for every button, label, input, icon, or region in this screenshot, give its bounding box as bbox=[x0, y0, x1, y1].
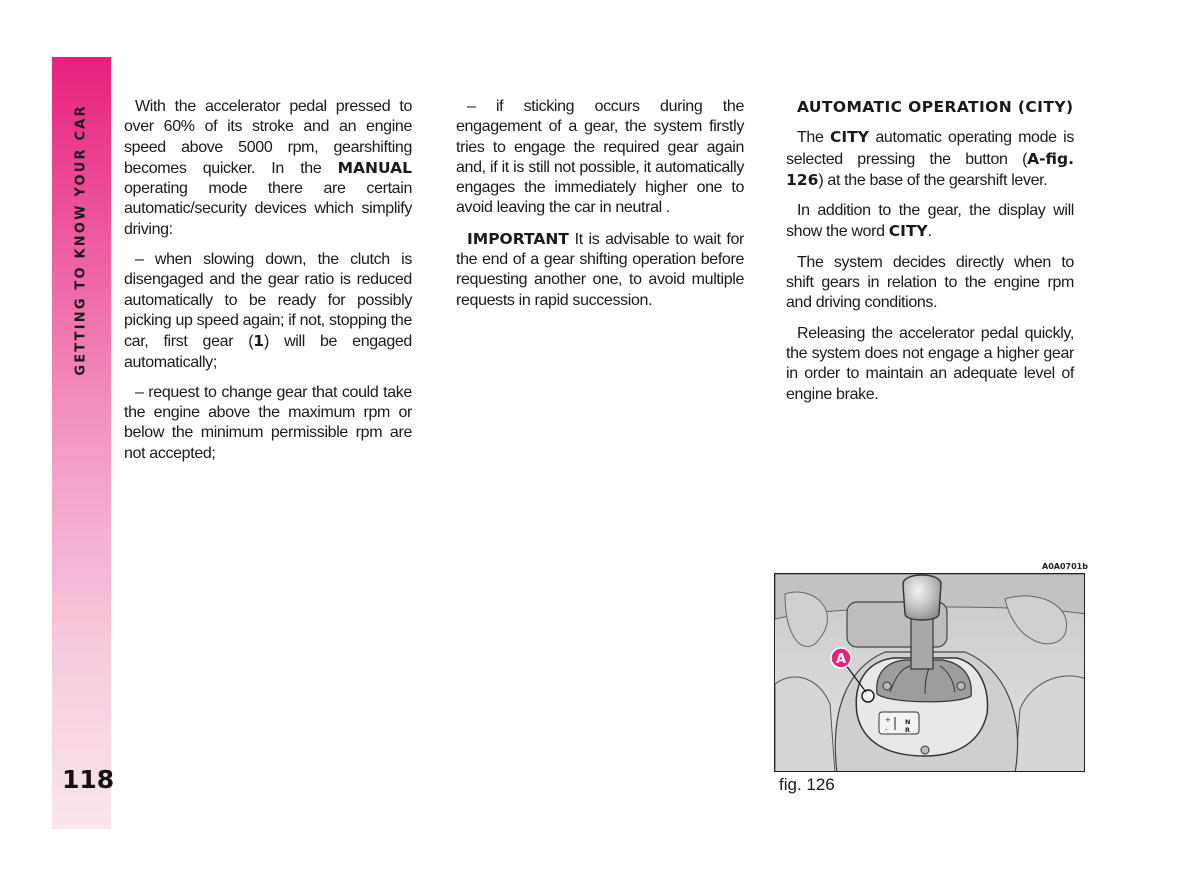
city-button bbox=[862, 690, 874, 702]
paragraph: Releasing the accelerator pedal quickly, the system does not engage a higher gear in order to maintain an adequate level of engine brake. bbox=[786, 324, 1074, 403]
paragraph: With the accelerator pedal pressed to over 60% of its stroke and an engine speed above 5000 rpm, gearshifting becomes quicker. In the MANUAL operating mode there are certain automatic/security devices which simplify driving: bbox=[124, 98, 412, 238]
section-heading: AUTOMATIC OPERATION (CITY) bbox=[797, 98, 1074, 116]
paragraph: – when slowing down, the clutch is disengaged and the gear ratio is reduced automatically to be ready for possibly picking up speed again; if not, stopping the car, first gear (1) will be engaged automatically; bbox=[124, 251, 412, 371]
gearshift-illustration bbox=[775, 574, 1085, 772]
shift-plate-minus: - bbox=[885, 726, 888, 734]
paragraph: IMPORTANT It is advisable to wait for the end of a gear shifting operation before requesting another one, to avoid multiple requests in rapid succession. bbox=[456, 229, 744, 309]
text-column-1 bbox=[124, 97, 412, 474]
page-number: 118 bbox=[62, 765, 115, 794]
gearshift-figure bbox=[774, 573, 1085, 772]
figure-caption: fig. 126 bbox=[779, 775, 835, 794]
text-column-3 bbox=[786, 97, 1074, 415]
paragraph: The CITY automatic operating mode is selected pressing the button (A-fig. 126) at the base of the gearshift lever. bbox=[786, 128, 1074, 189]
section-title: GETTING TO KNOW YOUR CAR bbox=[73, 104, 89, 376]
paragraph: – if sticking occurs during the engagement of a gear, the system firstly tries to engage the required gear again and, if it is still not possible, it automatically engages the immediately higher one to avoid leaving the car in neutral . bbox=[456, 98, 744, 217]
text-column-2 bbox=[456, 97, 744, 321]
paragraph: In addition to the gear, the display will show the word CITY. bbox=[786, 202, 1074, 241]
shift-plate-plus: + bbox=[885, 716, 891, 724]
callout-a-label: A bbox=[836, 652, 847, 667]
figure-code: A0A0701b bbox=[1042, 562, 1088, 571]
paragraph: – request to change gear that could take the engine above the maximum rpm or below the minimum permissible rpm are not accepted; bbox=[124, 383, 412, 462]
paragraph: The system decides directly when to shift gears in relation to the engine rpm and driving conditions. bbox=[786, 253, 1074, 312]
shift-plate-r: R bbox=[905, 726, 911, 734]
shift-plate-n: N bbox=[905, 718, 911, 726]
